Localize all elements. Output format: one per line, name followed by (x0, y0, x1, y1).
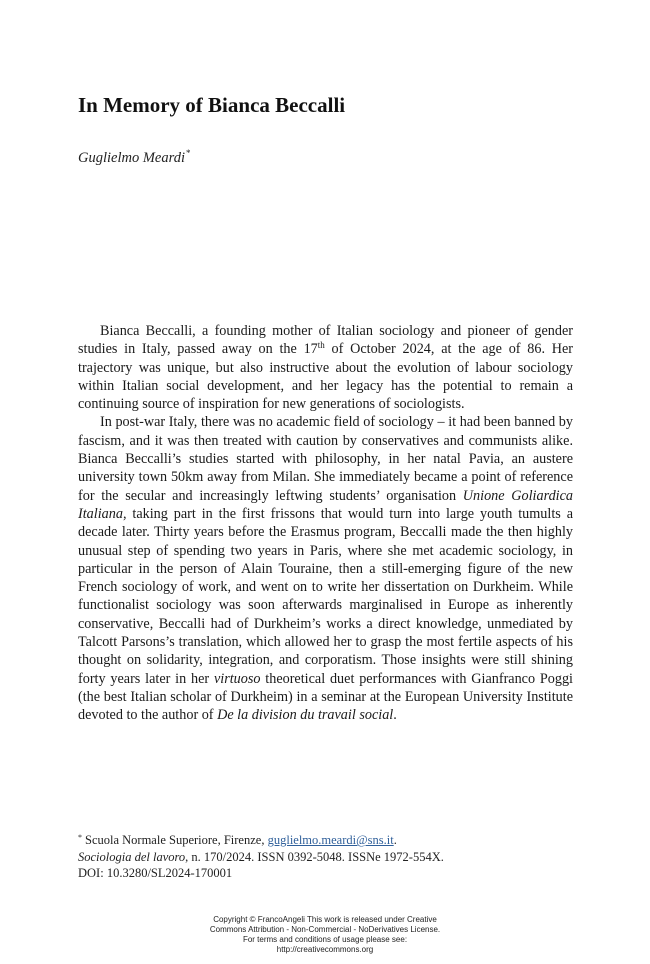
paragraph-1-text-a: Bianca Beccalli, a founding mother of Italian sociology and pioneer of gender studies in Italy, passed away on the 17 (78, 323, 573, 358)
license-line-2: Commons Attribution - Non-Commercial - NoDerivatives License. (209, 925, 441, 934)
author-footnote-mark[interactable]: * (186, 148, 191, 158)
author-line (78, 148, 191, 167)
citation-line (78, 849, 573, 865)
journal-citation (78, 849, 573, 881)
journal-name: Sociologia del lavoro (78, 850, 186, 864)
citation-details: , n. 170/2024. ISSN 0392-5048. ISSNe 1972-554X. (185, 850, 444, 864)
paragraph-1 (78, 322, 573, 413)
paragraph-2 (78, 413, 573, 724)
article-body (78, 322, 573, 725)
paragraph-2-text-c: theoretical duet performances with Gianfranco Poggi (the best Italian scholar of Durkheim) in a seminar at the European University Institute devoted to the author of (78, 670, 573, 724)
author-name: Guglielmo Meardi (78, 150, 185, 166)
article-title: In Memory of Bianca Beccalli (78, 93, 346, 117)
doi-line: DOI: 10.3280/SL2024-170001 (78, 866, 233, 880)
license-notice (125, 915, 525, 955)
footnote-affiliation: Scuola Normale Superiore, Firenze, (85, 833, 268, 847)
paragraph-2-text-d: . (393, 707, 397, 724)
license-url[interactable]: http://creativecommons.org (276, 945, 374, 954)
author-footnote (78, 830, 573, 848)
paragraph-1-text-b: of October 2024, at the age of 86. Her trajectory was unique, but also instructive about the evolution of labour sociology within Italian social development, and her legacy has the potential to remain a continuing source of inspiration for new generations of sociologists. (78, 341, 574, 413)
license-line-3: For terms and conditions of usage please see: (242, 935, 408, 944)
license-line-1: Copyright © FrancoAngeli This work is released under Creative (213, 915, 437, 924)
paragraph-2-text-a: In post-war Italy, there was no academic field of sociology – it had been banned by fascism, and it was then treated with caution by conservatives and communists alike. Bianca Beccalli’s studies started with philosophy, in her natal Pavia, an austere university town 50km away from Milan. She immediately became a point of reference for the secular and increasingly leftwing students’ organisation (78, 414, 573, 504)
footnote-mark: * (78, 833, 82, 842)
paragraph-2-text-b: , taking part in the first frissons that would turn into large youth tumults a decade later. Thirty years before the Erasmus program, Beccalli made the then highly unusual step of spending two years in Paris, where she met academic sociology, in particular in the person of Alain Touraine, then a still-emerging figure of the new French sociology of work, and went on to write her dissertation on Durkheim. While functionalist sociology was soon afterwards marginalised in Europe as inherently conservative, Beccalli had of Durkheim’s works a direct knowledge, unmediated by Talcott Parsons’s translation, which allowed her to grasp the most fertile aspects of his thought on solidarity, integration, and corporatism. Those insights were still shining forty years later in her (78, 505, 573, 687)
ordinal-suffix: th (317, 340, 325, 351)
book-title: De la division du travail social (217, 707, 394, 724)
author-email-link[interactable]: guglielmo.meardi@sns.it (267, 833, 394, 847)
organisation-name: Unione Goliardica Italiana (78, 487, 573, 522)
virtuoso-term: virtuoso (213, 670, 261, 687)
footnote-end: . (393, 833, 397, 847)
